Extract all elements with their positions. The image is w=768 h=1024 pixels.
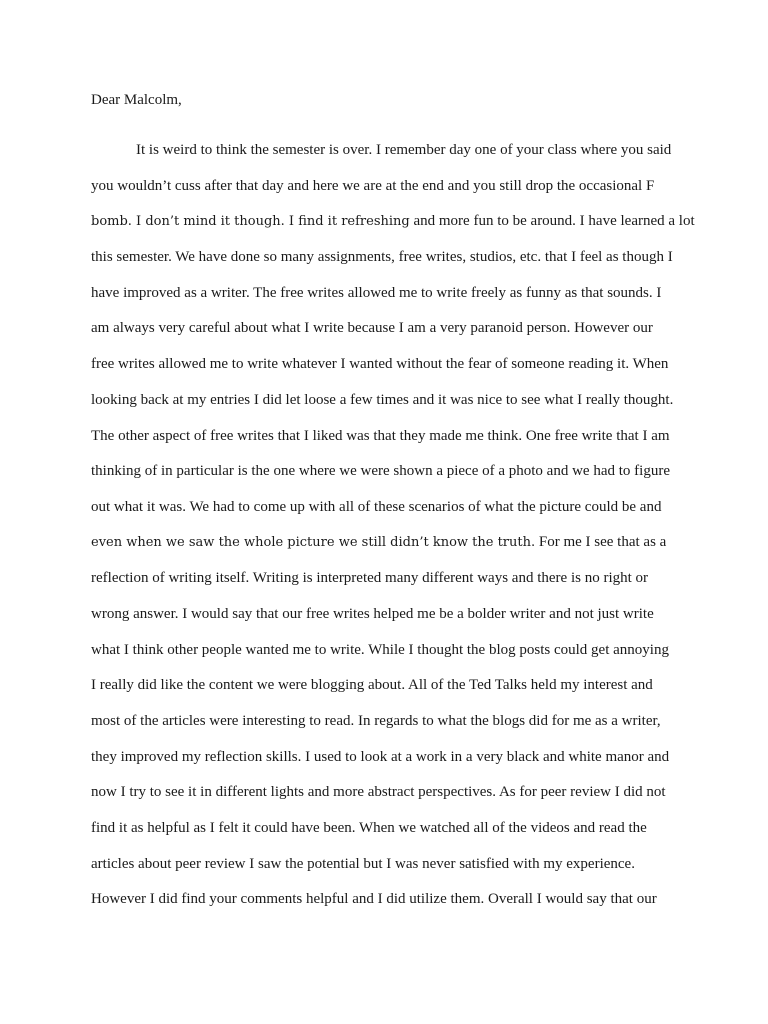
body-line: you wouldn’t cuss after that day and here we are at the end and you still drop the occasional F bbox=[91, 178, 655, 194]
body-line: It is weird to think the semester is over. I remember day one of your class where you said bbox=[136, 142, 672, 158]
body-line-segment: and more fun to be around. I have learned a lot bbox=[409, 213, 695, 229]
body-line: find it as helpful as I felt it could have been. When we watched all of the videos and read the bbox=[91, 820, 647, 836]
body-line: The other aspect of free writes that I liked was that they made me think. One free write that I am bbox=[91, 428, 670, 444]
body-line bbox=[91, 211, 695, 232]
body-line: most of the articles were interesting to read. In regards to what the blogs did for me as a writer, bbox=[91, 713, 661, 729]
body-line: out what it was. We had to come up with all of these scenarios of what the picture could be and bbox=[91, 499, 662, 515]
body-line: However I did find your comments helpful and I did utilize them. Overall I would say that our bbox=[91, 891, 657, 907]
body-line-segment: bomb. I don’t mind it though. I find it refreshing bbox=[91, 214, 410, 229]
salutation: Dear Malcolm, bbox=[91, 92, 182, 108]
body-line-segment: even when we saw the whole picture we still didn’t know the truth. bbox=[91, 535, 536, 550]
body-line-segment: For me I see that as a bbox=[535, 534, 667, 550]
body-line: reflection of writing itself. Writing is interpreted many different ways and there is no right or bbox=[91, 570, 649, 586]
body-line bbox=[91, 532, 666, 553]
body-line: have improved as a writer. The free writes allowed me to write freely as funny as that sounds. I bbox=[91, 285, 662, 301]
body-line: thinking of in particular is the one where we were shown a piece of a photo and we had to figure bbox=[91, 463, 670, 479]
body-line: wrong answer. I would say that our free writes helped me be a bolder writer and not just write bbox=[91, 606, 654, 622]
body-line: free writes allowed me to write whatever I wanted without the fear of someone reading it. When bbox=[91, 356, 669, 372]
body-line: they improved my reflection skills. I used to look at a work in a very black and white manor and bbox=[91, 749, 670, 765]
body-line: looking back at my entries I did let loose a few times and it was nice to see what I really thought. bbox=[91, 392, 674, 408]
body-line: what I think other people wanted me to write. While I thought the blog posts could get annoying bbox=[91, 642, 669, 658]
body-line: now I try to see it in different lights and more abstract perspectives. As for peer review I did not bbox=[91, 784, 666, 800]
body-line: articles about peer review I saw the potential but I was never satisfied with my experience. bbox=[91, 856, 635, 872]
body-line: I really did like the content we were blogging about. All of the Ted Talks held my interest and bbox=[91, 677, 653, 693]
body-line: this semester. We have done so many assignments, free writes, studios, etc. that I feel as though I bbox=[91, 249, 673, 265]
body-line: am always very careful about what I write because I am a very paranoid person. However our bbox=[91, 320, 653, 336]
